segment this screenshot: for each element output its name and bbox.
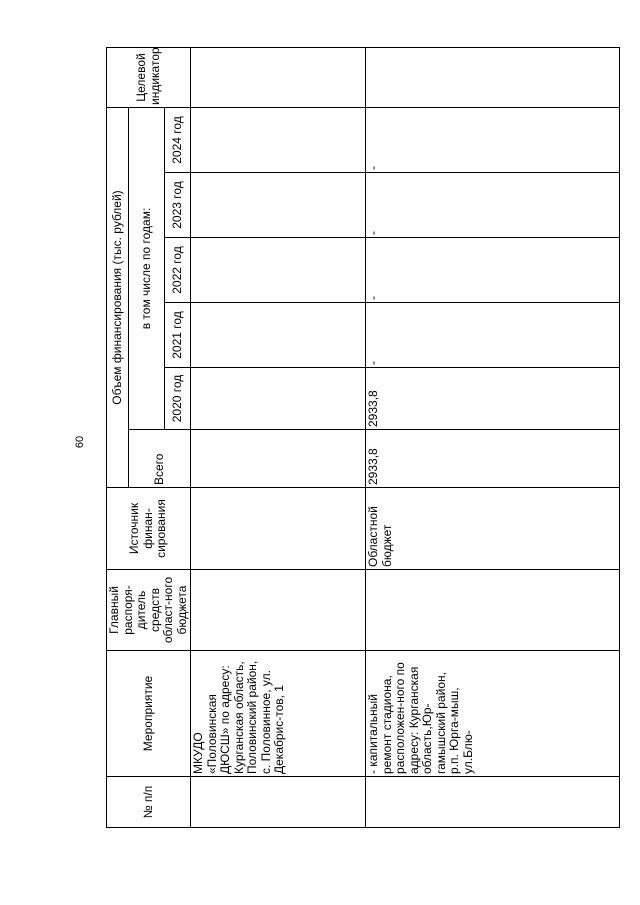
- row-year-value: -: [366, 108, 620, 173]
- row-event: МКУДО «Половинская ДЮСШ» по адресу: Курганская область, Половинский район, с. Половинное, ул. Декабрис-тов, 1: [191, 651, 366, 777]
- row-year-value: [191, 108, 366, 173]
- header-event: Мероприятие: [107, 651, 191, 777]
- header-year: 2024 год: [165, 108, 191, 173]
- row-target: [191, 48, 366, 108]
- row-year-value: -: [366, 238, 620, 303]
- row-source: Областной бюджет: [366, 488, 620, 570]
- financing-table: [106, 47, 620, 828]
- row-num: [366, 777, 620, 828]
- row-year-value: [191, 368, 366, 430]
- table-row: [366, 48, 620, 828]
- header-year: 2020 год: [165, 368, 191, 430]
- row-year-value: 2933,8: [366, 368, 620, 430]
- row-year-value: [191, 303, 366, 368]
- header-year: 2021 год: [165, 303, 191, 368]
- row-year-value: [191, 173, 366, 238]
- header-num: № п/п: [107, 777, 191, 828]
- header-volume: Объем финансирования (тыс. рублей): [107, 108, 129, 488]
- financing-table-rotated: [106, 48, 620, 828]
- row-manager: [191, 570, 366, 651]
- header-target: Целевой индикатор: [107, 48, 191, 108]
- header-manager: Главный распоря-дитель средств област-ного бюджета: [107, 570, 191, 651]
- header-source: Источник финан-сирования: [107, 488, 191, 570]
- row-source: [191, 488, 366, 570]
- row-target: [366, 48, 620, 108]
- row-year-value: [191, 238, 366, 303]
- row-num: [191, 777, 366, 828]
- header-row-1: [107, 48, 129, 828]
- header-year: 2023 год: [165, 173, 191, 238]
- header-year: 2022 год: [165, 238, 191, 303]
- row-year-value: -: [366, 173, 620, 238]
- page-number: 60: [74, 435, 86, 449]
- header-by-years: в том числе по годам:: [129, 108, 165, 430]
- row-total: [191, 430, 366, 488]
- row-year-value: -: [366, 303, 620, 368]
- table-row: [191, 48, 366, 828]
- row-manager: [366, 570, 620, 651]
- row-event: - капитальный ремонт стадиона, расположен-ного по адресу: Курганская область,Юр-гамышский район, р.п. Юрга-мыш, ул.Блю-: [366, 651, 620, 777]
- header-total: Всего: [129, 430, 191, 488]
- row-total: 2933,8: [366, 430, 620, 488]
